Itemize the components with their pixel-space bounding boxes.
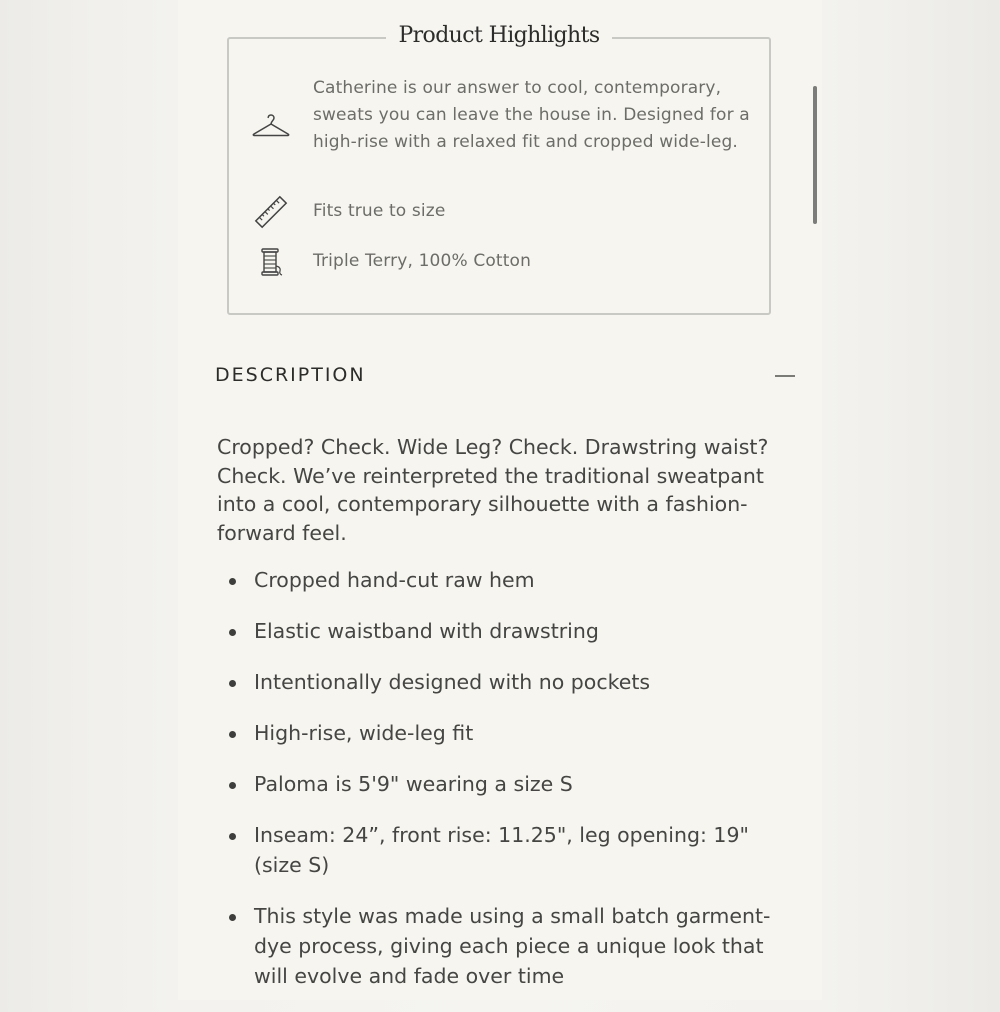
list-item xyxy=(217,769,797,799)
bullet-text: Inseam: 24”, front rise: 11.25", leg opening: 19" (size S) xyxy=(254,823,749,877)
highlight-text: Fits true to size xyxy=(313,201,446,221)
product-highlights-title-wrap xyxy=(229,23,769,48)
bullet-text: Elastic waistband with drawstring xyxy=(254,619,599,643)
highlight-text: Triple Terry, 100% Cotton xyxy=(313,251,532,271)
list-item xyxy=(217,901,797,991)
thread-spool-icon xyxy=(251,245,291,279)
bullet-icon xyxy=(229,914,236,921)
description-paragraph: Cropped? Check. Wide Leg? Check. Drawstring waist? Check. We’ve reinterpreted the traditional sweatpant into a cool, contemporary silhouette with a fashion-forward feel. xyxy=(217,435,769,545)
scrollbar-thumb[interactable] xyxy=(813,86,817,224)
list-item xyxy=(217,820,797,880)
product-highlights-title: Product Highlights xyxy=(386,23,611,48)
bullet-text: Cropped hand-cut raw hem xyxy=(254,568,535,592)
description-accordion-header[interactable] xyxy=(215,364,795,390)
bullet-icon xyxy=(229,629,236,636)
description-body xyxy=(217,433,797,1012)
bullet-text: High-rise, wide-leg fit xyxy=(254,721,474,745)
bullet-text: Paloma is 5'9" wearing a size S xyxy=(254,772,573,796)
list-item xyxy=(217,565,797,595)
list-item xyxy=(217,718,797,748)
bullet-text: Intentionally designed with no pockets xyxy=(254,670,651,694)
bullet-icon xyxy=(229,731,236,738)
list-item xyxy=(217,616,797,646)
bullet-text: This style was made using a small batch garment-dye process, giving each piece a unique look that will evolve and fade over time xyxy=(254,904,771,988)
bullet-icon xyxy=(229,782,236,789)
bullet-icon xyxy=(229,578,236,585)
product-highlights-box xyxy=(227,23,771,315)
list-item xyxy=(217,667,797,697)
bullet-icon xyxy=(229,833,236,840)
description-title: DESCRIPTION xyxy=(215,364,366,386)
highlight-text: Catherine is our answer to cool, contemporary, sweats you can leave the house in. Designed for a high-rise with a relaxed fit and cropped wide-leg. xyxy=(313,78,750,152)
description-bullet-list xyxy=(217,565,797,991)
ruler-icon xyxy=(251,195,291,229)
collapse-icon[interactable] xyxy=(775,375,795,377)
hanger-icon xyxy=(251,111,291,145)
bullet-icon xyxy=(229,680,236,687)
